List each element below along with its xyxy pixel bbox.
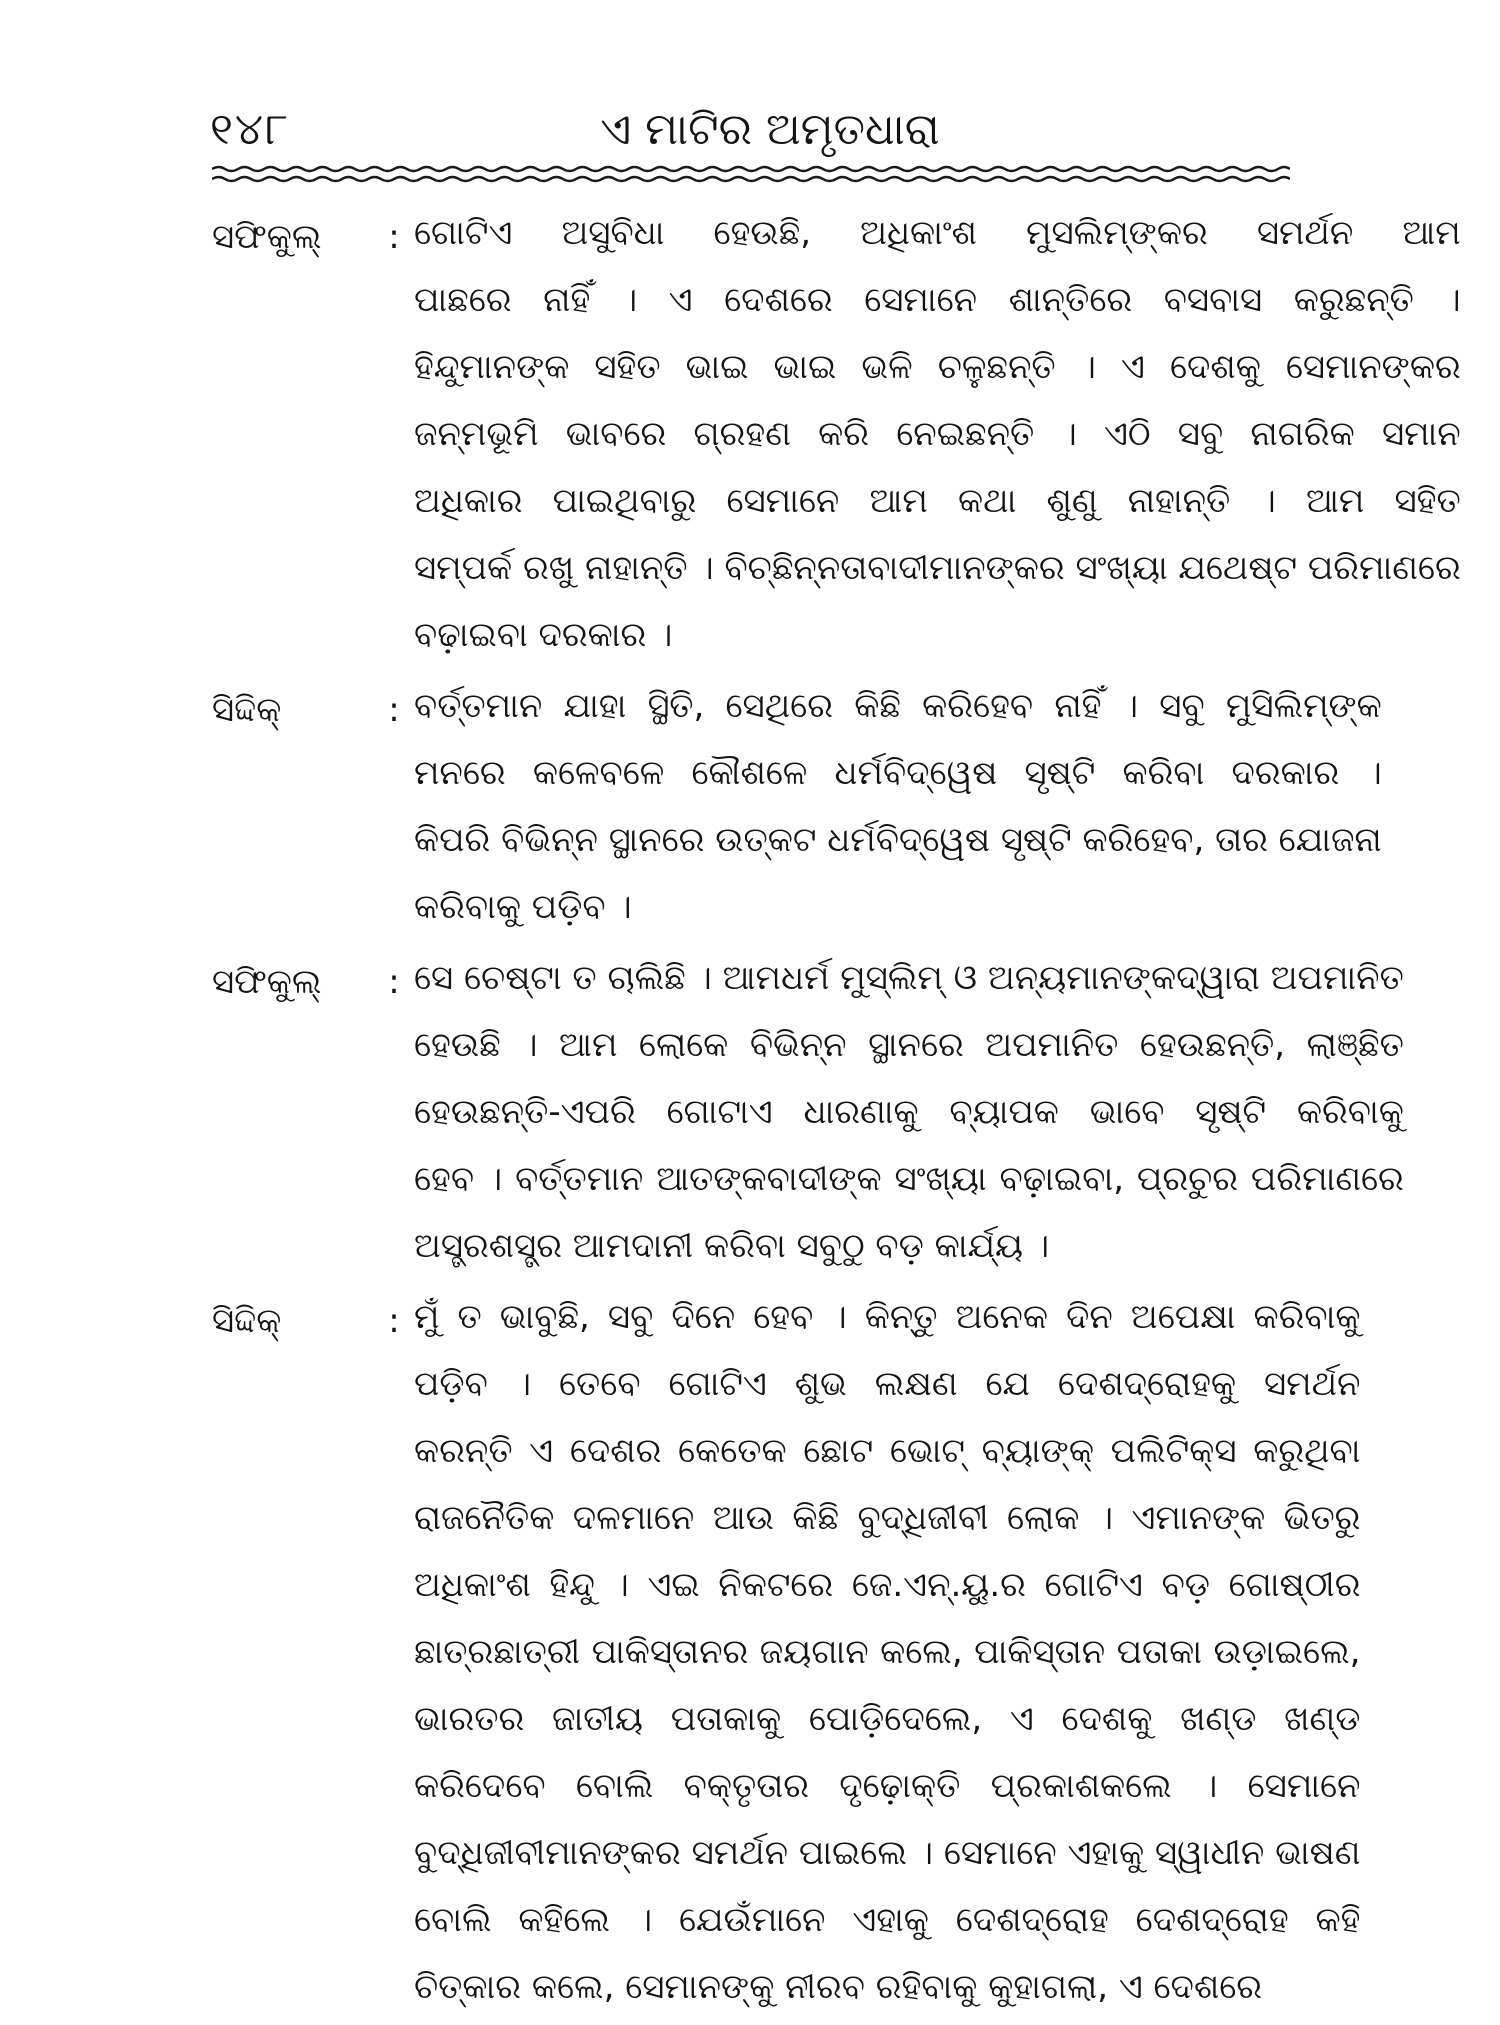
wavy-divider xyxy=(212,160,1290,190)
speech-text xyxy=(414,673,1382,941)
dialogue-entry xyxy=(212,673,1382,941)
speaker-name: ସଫିକୁଲ୍ xyxy=(212,962,322,1002)
speaker-name: ସିଦ୍ଦିକ୍ xyxy=(212,1301,282,1341)
speaker-colon: : xyxy=(388,217,400,257)
speech-line: ହେବ । ବର୍ତ୍ତମାନ ଆତଙ୍କବାଦୀଙ୍କ ସଂଖ୍ୟା ବଢ଼ାଇବା, ପ୍ରଚୁର ପରିମାଣରେ xyxy=(414,1159,1404,1199)
speech-line: ବୁଦ୍ଧିଜୀବୀମାନଙ୍କର ସମର୍ଥନ ପାଇଲେ । ସେମାନେ ଏହାକୁ ସ୍ୱାଧୀନ ଭାଷଣ xyxy=(414,1833,1361,1873)
speaker-colon: : xyxy=(388,962,400,1002)
speech-line: ପାଛରେ ନାହିଁ । ଏ ଦେଶରେ ସେମାନେ ଶାନ୍ତିରେ ବସବାସ କରୁଛନ୍ତି । xyxy=(414,280,1461,320)
speaker-colon: : xyxy=(388,690,400,730)
running-title: ଏ ମାଟିର ଅମୃତଧାରା xyxy=(600,104,940,155)
page-number: ୧୪୮ xyxy=(210,104,291,155)
speech-line: ଛାତ୍ରଛାତ୍ରୀ ପାକିସ୍ତାନର ଜୟଗାନ କଲେ, ପାକିସ୍ତାନ ପତାକା ଉଡ଼ାଇଲେ, xyxy=(414,1632,1361,1672)
speech-line: ଜନ୍ମଭୂମି ଭାବରେ ଗ୍ରହଣ କରି ନେଇଛନ୍ତି । ଏଠି ସବୁ ନାଗରିକ ସମାନ xyxy=(414,414,1461,454)
speech-line: ଗୋଟିଏ ଅସୁବିଧା ହେଉଛି, ଅଧିକାଂଶ ମୁସଲିମ୍‌ଙ୍କର ସମର୍ଥନ ଆମ xyxy=(414,213,1461,253)
dialogue-body xyxy=(212,200,1461,2025)
speech-line: ଚିତ୍କାର କଲେ, ସେମାନଙ୍କୁ ନୀରବ ରହିବାକୁ କୁହାଗଲା, ଏ ଦେଶରେ xyxy=(414,1967,1263,2007)
wavy-line-upper xyxy=(212,167,1290,171)
speaker-colon: : xyxy=(388,1301,400,1341)
speech-line: ହେଉଛି । ଆମ ଲୋକେ ବିଭିନ୍ନ ସ୍ଥାନରେ ଅପମାନିତ ହେଉଛନ୍ତି, ଲାଞ୍ଛିତ xyxy=(414,1025,1404,1065)
speech-line: ଅସ୍ତ୍ରଶସ୍ତ୍ର ଆମଦାନୀ କରିବା ସବୁଠୁ ବଡ଼ କାର୍ଯ୍ୟ । xyxy=(414,1226,1050,1266)
speech-line: କରନ୍ତି ଏ ଦେଶର କେତେକ ଛୋଟ ଭୋଟ୍ ବ୍ୟାଙ୍କ୍ ପଲିଟିକ୍ସ କରୁଥିବା xyxy=(414,1431,1361,1471)
speech-line: ଅଧିକାଂଶ ହିନ୍ଦୁ । ଏଇ ନିକଟରେ ଜେ.ଏନ୍.ୟୁ.ର ଗୋଟିଏ ବଡ଼ ଗୋଷ୍ଠୀର xyxy=(414,1565,1361,1605)
speech-line: ମନରେ କଳେବଳେ କୌଶଳେ ଧର୍ମବିଦ୍ୱେଷ ସୃଷ୍ଟି କରିବା ଦରକାର । xyxy=(414,753,1382,793)
speech-line: ପଡ଼ିବ । ତେବେ ଗୋଟିଏ ଶୁଭ ଲକ୍ଷଣ ଯେ ଦେଶଦ୍ରୋହକୁ ସମର୍ଥନ xyxy=(414,1364,1361,1404)
speech-text xyxy=(414,1284,1360,2021)
dialogue-entry xyxy=(212,1284,1361,2021)
speaker-name: ସିଦ୍ଦିକ୍ xyxy=(212,690,282,730)
speech-line: ବଢ଼ାଇବା ଦରକାର । xyxy=(414,615,673,655)
speech-line: କରିବାକୁ ପଡ଼ିବ । xyxy=(414,887,632,927)
speech-line: କରିଦେବେ ବୋଲି ବକ୍ତୃତାର ଦୃଢ଼ୋକ୍ତି ପ୍ରକାଶକଲେ । ସେମାନେ xyxy=(414,1766,1361,1806)
speech-line: ସମ୍ପର୍କ ରଖୁ ନାହାନ୍ତି । ବିଚ୍ଛିନ୍ନତାବାଦୀମାନଙ୍କର ସଂଖ୍ୟା ଯଥେଷ୍ଟ ପରିମାଣରେ xyxy=(414,548,1461,588)
speech-line: ରାଜନୈତିକ ଦଳମାନେ ଆଉ କିଛି ବୁଦ୍ଧିଜୀବୀ ଲୋକ । ଏମାନଙ୍କ ଭିତରୁ xyxy=(414,1498,1361,1538)
dialogue-entry xyxy=(212,200,1461,669)
speech-line: ସେ ଚେଷ୍ଟା ତ ଚାଲିଛି । ଆମଧର୍ମ ମୁସ୍‌ଲିମ୍ ଓ ଅନ୍ୟମାନଙ୍କଦ୍ୱାରା ଅପମାନିତ xyxy=(414,958,1404,998)
speech-line: କିପରି ବିଭିନ୍ନ ସ୍ଥାନରେ ଉତ୍କଟ ଧର୍ମବିଦ୍ୱେଷ ସୃଷ୍ଟି କରିହେବ, ତାର ଯୋଜନା xyxy=(414,820,1382,860)
speaker-name: ସଫିକୁଲ୍ xyxy=(212,217,322,257)
speech-line: ମୁଁ ତ ଭାବୁଛି, ସବୁ ଦିନେ ହେବ । କିନ୍ତୁ ଅନେକ ଦିନ ଅପେକ୍ଷା କରିବାକୁ xyxy=(414,1297,1361,1337)
speech-line: ହିନ୍ଦୁମାନଙ୍କ ସହିତ ଭାଇ ଭାଇ ଭଳି ଚଳୁଛନ୍ତି । ଏ ଦେଶକୁ ସେମାନଙ୍କର xyxy=(414,347,1461,387)
speech-text xyxy=(414,200,1461,669)
speech-line: ଭାରତର ଜାତୀୟ ପତାକାକୁ ପୋଡ଼ିଦେଲେ, ଏ ଦେଶକୁ ଖଣ୍ଡ ଖଣ୍ଡ xyxy=(414,1699,1361,1739)
speech-line: ବୋଲି କହିଲେ । ଯେଉଁମାନେ ଏହାକୁ ଦେଶଦ୍ରୋହ ଦେଶଦ୍ରୋହ କହି xyxy=(414,1900,1361,1940)
speech-text xyxy=(414,945,1404,1280)
dialogue-entry xyxy=(212,945,1404,1280)
wavy-line-lower xyxy=(212,177,1290,181)
speech-line: ବର୍ତ୍ତମାନ ଯାହା ସ୍ଥିତି, ସେଥିରେ କିଛି କରିହେବ ନାହିଁ । ସବୁ ମୁସିଲିମ୍‌ଙ୍କ xyxy=(414,686,1382,726)
speech-line: ହେଉଛନ୍ତି-ଏପରି ଗୋଟାଏ ଧାରଣାକୁ ବ୍ୟାପକ ଭାବେ ସୃଷ୍ଟି କରିବାକୁ xyxy=(414,1092,1404,1132)
speech-line: ଅଧିକାର ପାଇଥିବାରୁ ସେମାନେ ଆମ କଥା ଶୁଣୁ ନାହାନ୍ତି । ଆମ ସହିତ xyxy=(414,481,1461,521)
